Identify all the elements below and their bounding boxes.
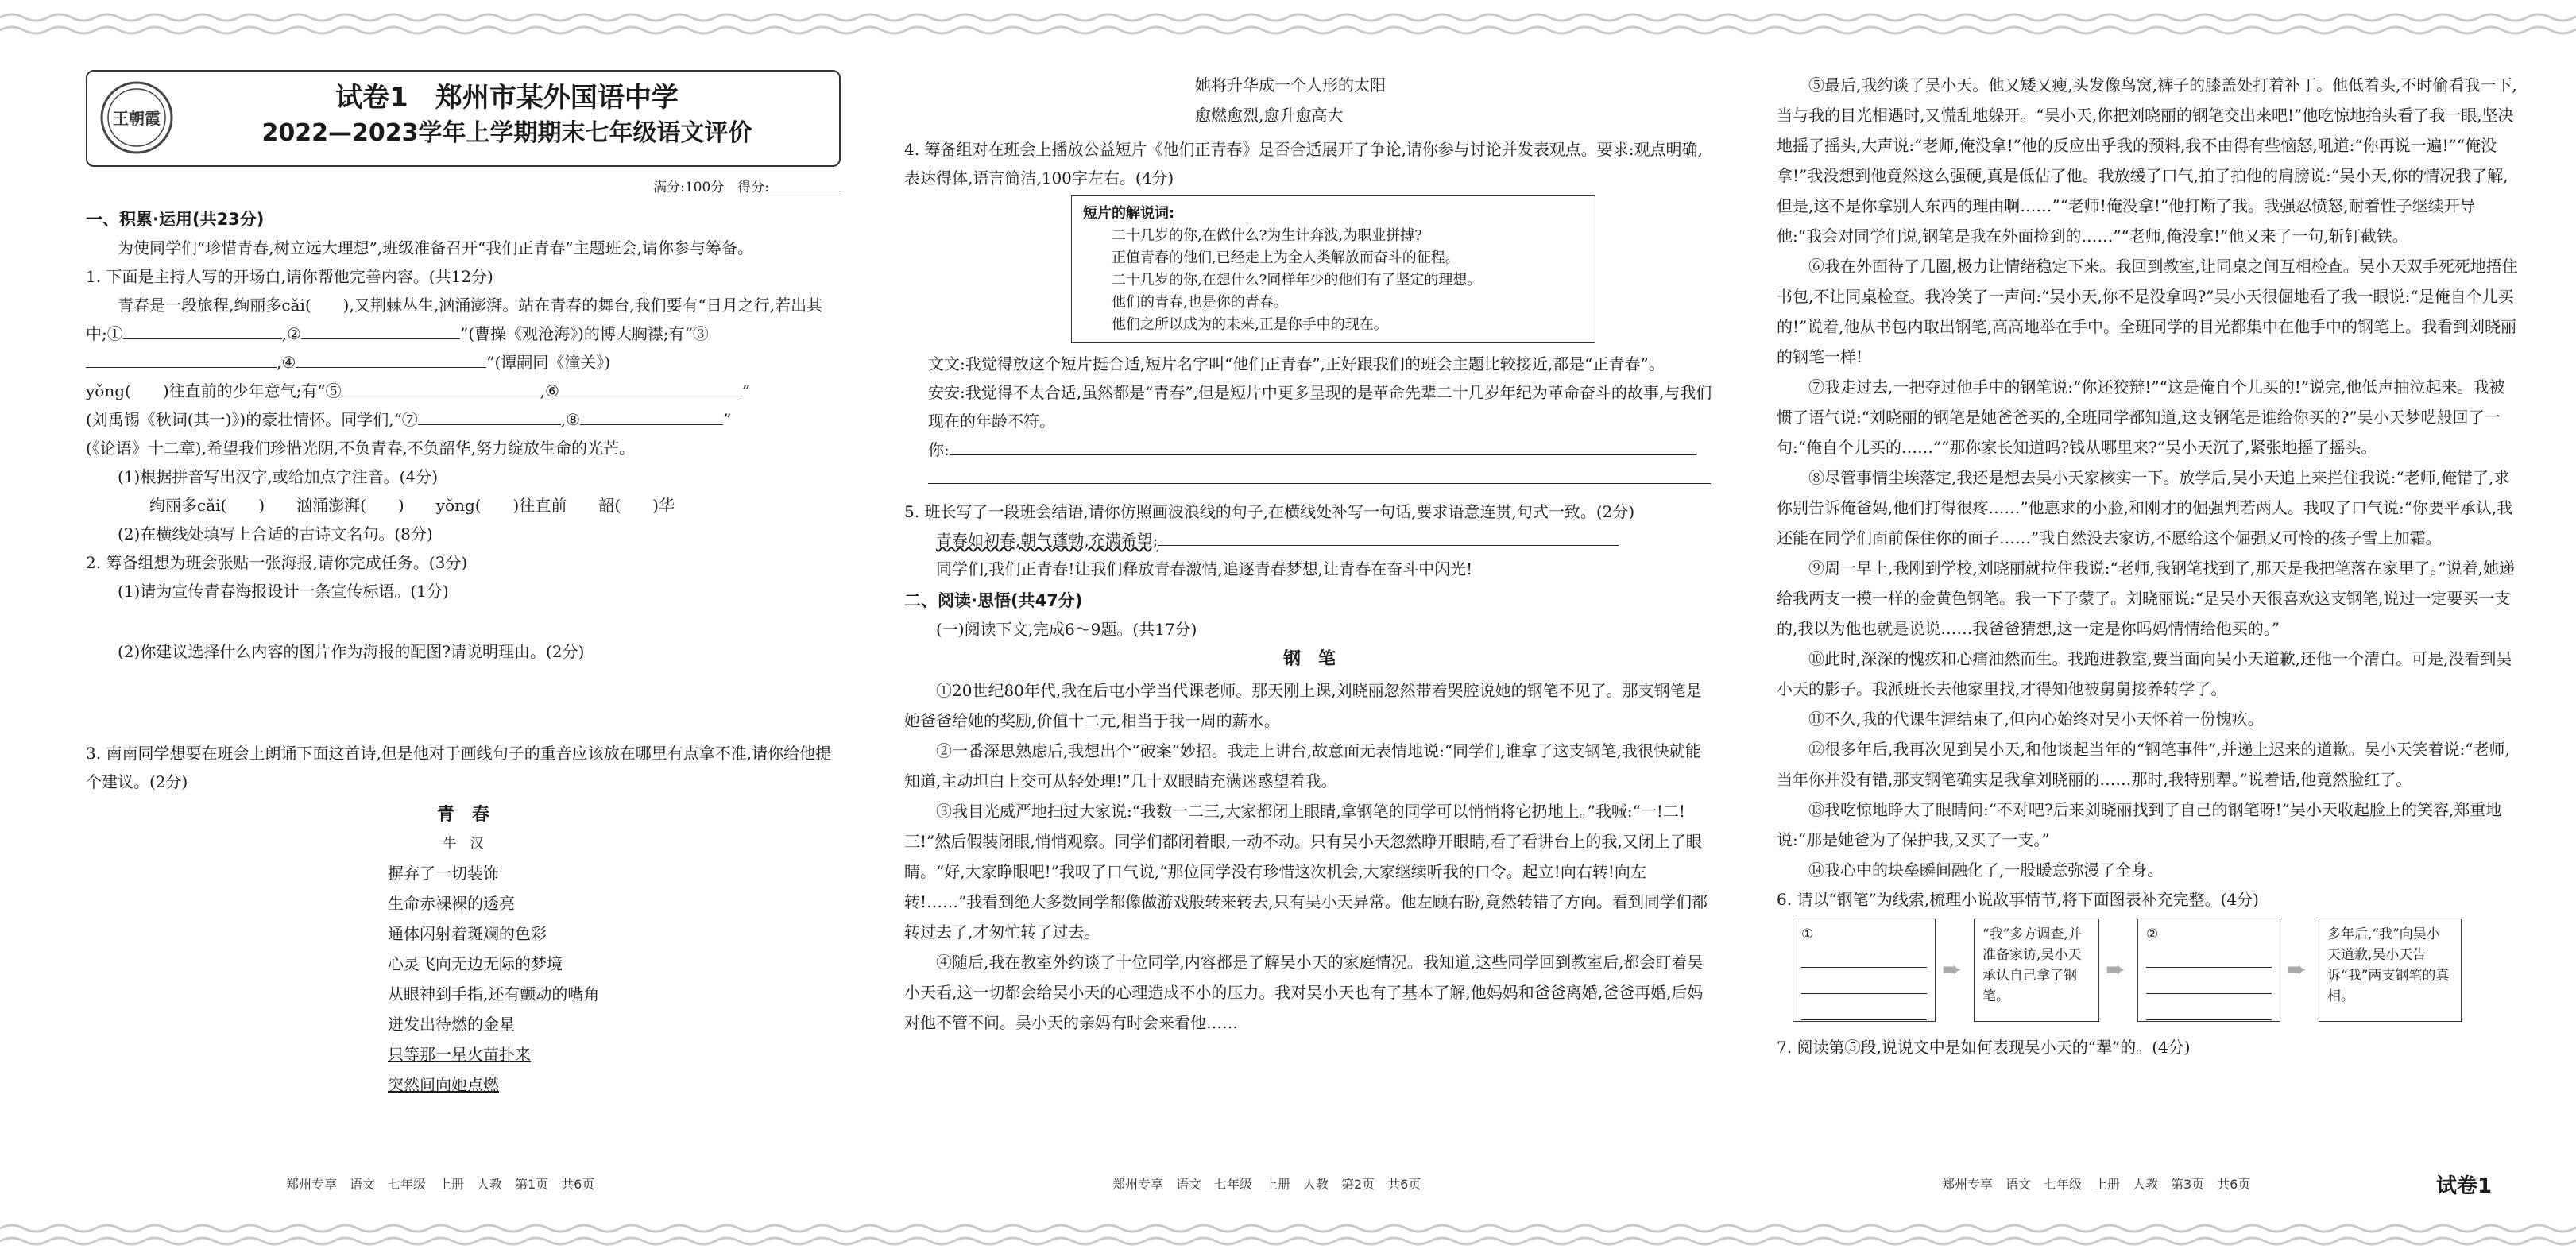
paper-title: 试卷1 郑州市某外国语中学 — [335, 82, 679, 114]
q1-passage-4: (《论语》十二章),希望我们珍惜光阴,不负青春,不负韶华,努力绽放生命的光芒。 — [86, 439, 636, 458]
poem-body — [388, 858, 841, 1100]
plot-box-4: 多年后,“我”向吴小天道歉,吴小天告诉“我”两支钢笔的真相。 — [2319, 919, 2462, 1022]
q4-narration-box — [1071, 195, 1595, 343]
article-paragraph: ⑥我在外面待了几圈,极力让情绪稳定下来。我回到教室,让同桌之间互相检查。吴小天双手死死地捂住书包,不让同桌检查。我冷笑了一声问:“吴小天,你不是没拿吗?”吴小天很倔地看了我一眼说:“是俺自个儿买的!”说着,他从书包内取出钢笔,高高地举在手中。全班同学的目光都集中在他手中的钢笔上。我看到刘晓丽的钢笔一样! — [1777, 257, 2518, 366]
q4-stem: 4. 筹备组对在班会上播放公益短片《他们正青春》是否合适展开了争论,请你参与讨论并发表观点。要求:观点明确,表达得体,语言简洁,100字左右。(4分) — [904, 140, 1703, 188]
column-1 — [86, 70, 841, 1100]
column-3 — [1777, 70, 2520, 1062]
article-paragraph: ⑤最后,我约谈了吴小天。他又矮又瘦,头发像鸟窝,裤子的膝盖处打着补丁。他低着头,不时偷看我一下,当与我的目光相遇时,又慌乱地躲开。“吴小天,你把刘晓丽的钢笔交出来吧!”他吃惊地抬头看了我一眼,坚决地摇了摇头,大声说:“老师,俺没拿!”他的反应出乎我的预料,我不由得有些恼怒,吼道:“你再说一遍!”“俺没拿!”我没想到他竟然这么强硬,真是低估了他。我放缓了口气,拍了拍他的肩膀说:“吴小天,你的情况我了解,但是,这不是你拿别人东西的理由啊……”“老师!俺没拿!”他打断了我。我强忍愤怒,耐着性子继续开导他:“我会对同学们说,钢笔是我在外面捡到的……”“老师,俺没拿!”他又来了一句,斩钉截铁。 — [1777, 75, 2517, 246]
plot-box-3[interactable]: ② — [2137, 919, 2280, 1022]
arrow-right-icon: ➨ — [2287, 956, 2307, 984]
arrow-right-icon: ➨ — [2106, 956, 2126, 984]
q7-stem: 7. 阅读第⑤段,说说文中是如何表现吴小天的“犟”的。(4分) — [1777, 1038, 2191, 1057]
q2-stem: 2. 筹备组想为班会张贴一张海报,请你完成任务。(3分) — [86, 553, 468, 572]
poem-line: 她将升华成一个人形的太阳 — [1195, 75, 1386, 95]
poem-line: 愈燃愈烈,愈升愈高大 — [1195, 106, 1344, 125]
poem-title: 青 春 — [436, 805, 489, 825]
blank-3[interactable] — [86, 350, 277, 368]
poem-underlined-line: 突然间向她点燃 — [388, 1075, 499, 1094]
q4-answer-line-2 — [928, 464, 1715, 493]
q5-stem: 5. 班长写了一段班会结语,请你仿照画波浪线的句子,在横线处补写一句话,要求语意连贯,句式一致。(2分) — [904, 502, 1635, 521]
blank-1[interactable] — [123, 321, 282, 339]
poem-continued — [1195, 70, 1715, 130]
poem-line: 摒弃了一切装饰 — [388, 864, 499, 883]
article-paragraph: ①20世纪80年代,我在后屯小学当代课老师。那天刚上课,刘晓丽忽然带着哭腔说她的钢笔不见了。那支钢笔是她爸爸给她的奖励,价值十二元,相当于我一周的薪水。 — [904, 681, 1702, 730]
q3-stem: 3. 南南同学想要在班会上朗诵下面这首诗,但是他对于画线句子的重音应该放在哪里有点拿不准,请你给他提个建议。(2分) — [86, 744, 832, 791]
q4-answer-line: 你: — [928, 435, 1715, 464]
blank-4[interactable] — [296, 350, 486, 368]
q4-answer-field-2[interactable] — [928, 466, 1711, 484]
paper-subtitle: 2022—2023学年上学期期末七年级语文评价 — [261, 119, 752, 147]
plot-box-2: “我”多方调查,并准备家访,吴小天承认自己拿了钢笔。 — [1974, 919, 2099, 1022]
section-1-intro: 为使同学们“珍惜青春,树立远大理想”,班级准备召开“我们正青春”主题班会,请你参与筹备。 — [118, 238, 753, 257]
article-paragraph: ②一番深思熟虑后,我想出个“破案”妙招。我走上讲台,故意面无表情地说:“同学们,谁拿了这支钢笔,我很快就能知道,主动坦白上交可从轻处理!”几十双眼睛充满迷惑望着我。 — [904, 741, 1701, 791]
bottom-wave-border — [0, 1193, 2576, 1257]
q2-sub1: (1)请为宣传青春海报设计一条宣传标语。(1分) — [118, 582, 449, 601]
q1-sub2: (2)在横线处填写上合适的古诗文名句。(8分) — [118, 524, 433, 543]
narration-line: 二十几岁的你,在做什么?为生计奔波,为职业拼搏? — [1112, 227, 1422, 244]
narration-line: 二十几岁的你,在想什么?同样年少的他们有了坚定的理想。 — [1112, 272, 1482, 288]
plot-box-1[interactable]: ① — [1793, 919, 1936, 1022]
section-2-title: 二、阅读·思悟(共47分) — [904, 591, 1083, 610]
article-paragraph: ⑧尽管事情尘埃落定,我还是想去吴小天家核实一下。放学后,吴小天追上来拦住我说:“老师,俺错了,求你别告诉俺爸妈,他们打得很疼……”他惠求的小脸,和刚才的倔强判若两人。我叹了口气说:“你要平承认,我还能在同学们面前保住你的面子……”我自然没去家访,不愿给这个倔强又可怜的孩子雪上加霜。 — [1777, 468, 2513, 547]
q1-stem: 1. 下面是主持人写的开场白,请你帮他完善内容。(共12分) — [86, 267, 493, 286]
score-line: 满分:100分 得分: — [86, 173, 841, 202]
poem-line: 从眼神到手指,还有颤动的嘴角 — [388, 984, 600, 1004]
footer-page-1: 郑州专享 语文 七年级 上册 人教 第1页 共6页 — [286, 1177, 595, 1192]
poem-line: 迸发出待燃的金星 — [388, 1015, 515, 1034]
q2-sub2: (2)你建议选择什么内容的图片作为海报的配图?请说明理由。(2分) — [118, 642, 585, 661]
q4-answer-field[interactable] — [950, 437, 1696, 455]
article-paragraph: ③我目光威严地扫过大家说:“我数一二三,大家都闭上眼睛,拿钢笔的同学可以悄悄将它扔地上。”我喊:“一!二!三!”然后假装闭眼,悄悄观察。同学们都闭着眼,一动不动。只有吴小天忽然睁开眼睛,看了看讲台上的我,又闭上了眼睛。“好,大家睁眼吧!”我叹了口气说,“那位同学没有珍惜这次机会,大家继续听我的口令。起立!向右转!向左转!……”我看到绝大多数同学都像做游戏般转来转去,只有吴小天异常。他左顾右盼,竟然转错了方向。看到同学们都转过去了,才匆忙转了过去。 — [904, 802, 1708, 942]
footer-page-3: 郑州专享 语文 七年级 上册 人教 第3页 共6页 — [1942, 1177, 2251, 1192]
narration-title: 短片的解说词: — [1083, 205, 1175, 222]
article-paragraph: ⑨周一早上,我刚到学校,刘晓丽就拉住我说:“老师,我钢笔找到了,那天是我把笔落在家里了。”说着,她递给我两支一模一样的金黄色钢笔。我一下子蒙了。刘晓丽说:“是吴小天很喜欢这支钢笔,说过一定要买一支的,我以为他也就是说说……我爸爸猜想,这一定是你吗妈情情给他买的。” — [1777, 559, 2515, 638]
article-paragraph: ⑭我心中的块垒瞬间融化了,一股暖意弥漫了全身。 — [1808, 861, 2164, 880]
article-paragraph: ⑪不久,我的代课生涯结束了,但内心始终对吴小天怀着一份愧疚。 — [1808, 710, 2264, 729]
paper-tag: 试卷1 — [2436, 1174, 2493, 1198]
poem-line: 心灵飞向无边无际的梦境 — [388, 954, 563, 973]
blank-5[interactable] — [342, 378, 540, 396]
poem-author: 牛 汉 — [443, 836, 484, 852]
arrow-right-icon: ➨ — [1942, 956, 1963, 984]
q5-wave-line: 青春如初春,朝气蓬勃,充满希望; — [904, 526, 1715, 555]
q5-answer-field[interactable] — [1158, 528, 1619, 546]
q1-passage-2: yǒng( )往直前的少年意气;有“⑤ ,⑥ ” — [86, 377, 841, 405]
narration-line: 他们的青春,也是你的青春。 — [1112, 294, 1288, 311]
section-2-sub: (一)阅读下文,完成6～9题。(共17分) — [936, 620, 1197, 639]
poem-line: 生命赤裸裸的透亮 — [388, 894, 515, 913]
q1-sub1: (1)根据拼音写出汉字,或给加点字注音。(4分) — [118, 467, 439, 486]
article-paragraph: ⑩此时,深深的愧疚和心痛油然而生。我跑进教室,要当面向吴小天道歉,还他一个清白。可是,没看到吴小天的影子。我派班长去他家里找,才得知他被舅舅接养转学了。 — [1777, 649, 2512, 698]
exam-header — [86, 70, 841, 167]
article-paragraph: ⑦我走过去,一把夺过他手中的钢笔说:“你还狡辩!”“这是俺自个儿买的!”说完,他低声抽泣起来。我被惯了语气说:“刘晓丽的钢笔是她爸爸买的,全班同学都知道,这支钢笔是谁给你买的?”吴小天梦呓般回了一句:“俺自个儿买的……”“那你家长知道吗?钱从哪里来?”吴小天沉了,紧张地摇了摇头。 — [1777, 377, 2505, 457]
q6-stem: 6. 请以“钢笔”为线索,梳理小说故事情节,将下面图表补充完整。(4分) — [1777, 890, 2259, 909]
narration-line: 正值青春的他们,已经走上为全人类解放而奋斗的征程。 — [1112, 249, 1460, 266]
article-title: 钢 笔 — [1282, 649, 1336, 669]
blank-6[interactable] — [559, 378, 742, 396]
q4-anan: 安安:我觉得不太合适,虽然都是“青春”,但是短片中更多呈现的是革命先辈二十几岁年纪为革命奋斗的故事,与我们现在的年龄不符。 — [928, 383, 1712, 431]
column-2 — [904, 70, 1715, 1038]
poem-line: 通体闪射着斑斓的色彩 — [388, 924, 547, 943]
q5-end: 同学们,我们正青春!让我们释放青春激情,追逐青春梦想,让青春在奋斗中闪光! — [936, 559, 1473, 578]
narration-line: 他们之所以成为的未来,正是你手中的现在。 — [1112, 316, 1388, 333]
q4-wenwen: 文文:我觉得放这个短片挺合适,短片名字叫“他们正青春”,正好跟我们的班会主题比较接近,都是“正青春”。 — [928, 354, 1665, 373]
q1-passage: 青春是一段旅程,绚丽多cǎi( ),又荆棘丛生,汹涌澎湃。站在青春的舞台,我们要有“日月之行,若出其中;① ,② ”(曹操《观沧海》)的博大胸襟;有“③,④ ”(谭嗣同《潼关》) — [86, 296, 823, 372]
poem-underlined-line: 只等那一星火苗扑来 — [388, 1045, 531, 1064]
svg-text:王朝霞: 王朝霞 — [113, 109, 161, 128]
school-logo-icon — [99, 79, 175, 156]
q6-plot-chart — [1777, 919, 2520, 1030]
blank-8[interactable] — [580, 407, 723, 425]
section-1-title: 一、积累·运用(共23分) — [86, 210, 265, 229]
q1-passage-3: (刘禹锡《秋词(其一)》)的豪壮情怀。同学们,“⑦ ,⑧ ” — [86, 405, 841, 434]
blank-7[interactable] — [418, 407, 561, 425]
q1-words: 绚丽多cǎi( ) 汹涌澎湃( ) yǒng( )往直前 韶( )华 — [149, 496, 675, 515]
top-wave-border — [0, 0, 2576, 64]
footer-page-2: 郑州专享 语文 七年级 上册 人教 第2页 共6页 — [1112, 1177, 1421, 1192]
article-paragraph: ④随后,我在教室外约谈了十位同学,内容都是了解吴小天的家庭情况。我知道,这些同学回到教室后,都会盯着吴小天看,这一切都会给吴小天的心理造成不小的压力。我对吴小天也有了基本了解,他妈妈和爸爸离婚,爸爸再婚,后妈对他不管不问。吴小天的亲妈有时会来看他…… — [904, 953, 1704, 1032]
article-paragraph: ⑫很多年后,我再次见到吴小天,和他谈起当年的“钢笔事件”,并递上迟来的道歉。吴小天笑着说:“老师,当年你并没有错,那支钢笔确实是我拿刘晓丽的……那时,我特别犟。”说着话,他竟然脸红了。 — [1777, 740, 2510, 789]
article-paragraph: ⑬我吃惊地睁大了眼睛问:“不对吧?后来刘晓丽找到了自己的钢笔呀!”吴小天收起脸上的笑容,郑重地说:“那是她爸为了保护我,又买了一支。” — [1777, 800, 2502, 849]
blank-2[interactable] — [301, 321, 460, 339]
